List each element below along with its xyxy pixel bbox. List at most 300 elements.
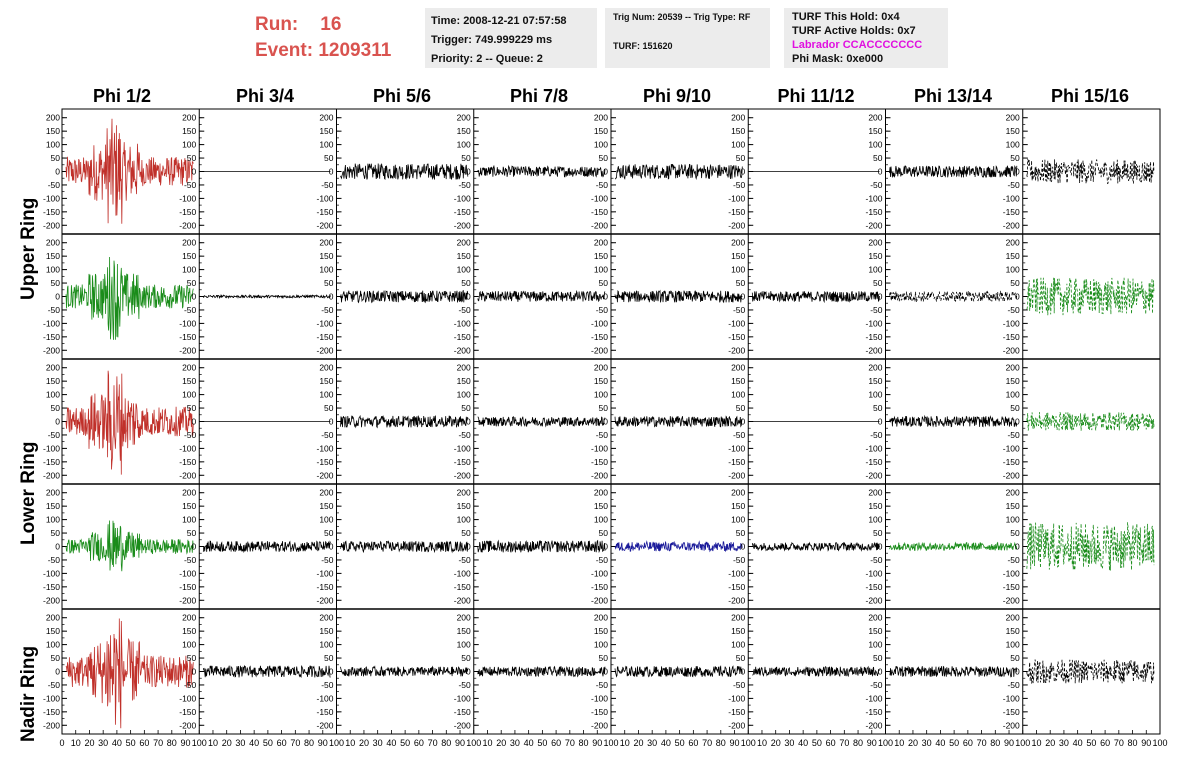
y-tick-label: -50: [47, 554, 60, 565]
y-tick-label: 0: [466, 666, 471, 677]
y-tick-label: 200: [868, 237, 883, 248]
y-tick-label: -200: [865, 220, 883, 231]
y-tick-label: 200: [731, 237, 746, 248]
y-tick-label: 200: [1005, 237, 1020, 248]
x-tick-label: 30: [1058, 738, 1069, 748]
y-tick-label: -200: [453, 470, 471, 481]
y-tick-label: 150: [456, 501, 471, 512]
y-tick-label: 0: [603, 416, 608, 427]
y-tick-label: -200: [1002, 720, 1020, 731]
y-tick-label: 100: [182, 264, 197, 275]
y-tick-label: 100: [182, 139, 197, 150]
x-tick-label: 30: [784, 738, 795, 748]
x-tick-label: 60: [1100, 738, 1111, 748]
waveform-4-1: [203, 666, 330, 678]
y-tick-label: -200: [728, 595, 746, 606]
y-tick-label: 50: [598, 528, 608, 539]
x-tick-label: 50: [1086, 738, 1097, 748]
y-tick-label: -50: [1007, 679, 1020, 690]
x-tick-label: 10: [1031, 738, 1042, 748]
y-tick-label: -50: [595, 554, 608, 565]
waveform-2-0: [66, 371, 193, 475]
y-tick-label: -100: [42, 193, 60, 204]
y-tick-label: -50: [47, 179, 60, 190]
y-tick-label: -150: [1002, 706, 1020, 717]
y-tick-label: -200: [728, 220, 746, 231]
y-tick-label: 0: [328, 166, 334, 177]
y-tick-label: 0: [877, 291, 883, 302]
y-tick-label: -200: [179, 470, 197, 481]
x-tick-label: 40: [523, 738, 534, 748]
y-tick-label: -150: [42, 581, 60, 592]
y-tick-label: 150: [1005, 376, 1020, 387]
y-tick-label: 150: [182, 251, 197, 262]
y-tick-label: -100: [453, 568, 471, 579]
y-tick-label: -100: [728, 568, 746, 579]
x-tick-label: 40: [386, 738, 397, 748]
y-tick-label: 50: [186, 528, 197, 539]
y-tick-label: 150: [868, 251, 883, 262]
y-tick-label: -100: [179, 693, 197, 704]
y-tick-label: -150: [316, 456, 334, 467]
y-tick-label: 0: [740, 291, 746, 302]
y-tick-label: -50: [1007, 304, 1020, 315]
x-tick-label: 60: [413, 738, 424, 748]
y-tick-label: 200: [45, 237, 60, 248]
y-tick-label: -50: [458, 679, 471, 690]
y-tick-label: 100: [182, 389, 197, 400]
y-tick-label: -50: [183, 429, 197, 440]
y-tick-label: 200: [45, 612, 60, 623]
y-tick-label: -50: [870, 179, 883, 190]
y-tick-label: 100: [319, 639, 334, 650]
x-tick-label: 60: [276, 738, 287, 748]
x-tick-label: 90: [592, 738, 603, 748]
y-tick-label: -100: [728, 693, 746, 704]
waveform-1-7: [1027, 278, 1154, 315]
waveform-4-3: [478, 667, 605, 677]
x-tick-label: 20: [358, 738, 369, 748]
y-tick-label: 150: [319, 251, 334, 262]
y-tick-label: 200: [731, 112, 746, 123]
y-tick-label: 0: [603, 291, 608, 302]
y-tick-label: 200: [319, 112, 334, 123]
y-tick-label: 150: [456, 376, 471, 387]
y-tick-label: -100: [179, 568, 197, 579]
y-tick-label: -150: [453, 581, 471, 592]
x-tick-label: 20: [770, 738, 781, 748]
phi-header-5: Phi 11/12: [777, 86, 855, 106]
ring-label-upper: Upper Ring: [18, 197, 39, 300]
waveform-3-7: [1027, 522, 1154, 570]
x-tick-label: 70: [1113, 738, 1124, 748]
y-tick-label: -100: [316, 318, 334, 329]
y-tick-label: 150: [1005, 626, 1020, 637]
y-tick-label: 100: [731, 139, 746, 150]
x-tick-label: 10: [345, 738, 356, 748]
y-tick-label: -150: [1002, 581, 1020, 592]
waveform-2-7: [1027, 412, 1154, 431]
waveform-4-4: [615, 666, 742, 677]
waveform-1-4: [615, 291, 742, 303]
waveform-3-4: [615, 542, 742, 552]
y-tick-label: -50: [183, 179, 197, 190]
y-tick-label: 50: [1010, 528, 1020, 539]
y-tick-label: 150: [593, 126, 608, 137]
y-tick-label: 100: [182, 514, 197, 525]
y-tick-label: 100: [456, 139, 471, 150]
y-tick-label: 200: [1005, 612, 1020, 623]
y-tick-label: -200: [316, 345, 334, 356]
y-tick-label: 100: [593, 639, 608, 650]
y-tick-label: -50: [183, 679, 197, 690]
x-tick-label: 100: [1152, 738, 1168, 748]
y-tick-label: 50: [461, 153, 471, 164]
y-tick-label: 50: [186, 278, 197, 289]
x-tick-label: 30: [235, 738, 246, 748]
y-tick-label: -50: [321, 304, 334, 315]
x-tick-label: 50: [949, 738, 960, 748]
trigger-text: Trigger: 749.999229 ms: [431, 34, 553, 46]
y-tick-label: -100: [590, 193, 608, 204]
y-tick-label: 100: [868, 514, 883, 525]
y-tick-label: 200: [182, 237, 197, 248]
x-tick-label: 60: [825, 738, 836, 748]
phi-mask-text: Phi Mask: 0xe000: [792, 53, 884, 65]
y-tick-label: 100: [1005, 514, 1020, 525]
y-tick-label: 50: [735, 153, 746, 164]
y-tick-label: 150: [593, 376, 608, 387]
y-tick-label: 100: [45, 639, 60, 650]
y-tick-label: -150: [453, 456, 471, 467]
y-tick-label: -150: [42, 206, 60, 217]
waveform-2-4: [615, 416, 742, 427]
y-tick-label: 50: [735, 653, 746, 664]
y-tick-label: -200: [453, 220, 471, 231]
y-tick-label: 200: [456, 487, 471, 498]
x-tick-label: 100: [328, 738, 345, 748]
x-tick-label: 40: [1072, 738, 1083, 748]
x-tick-label: 80: [578, 738, 589, 748]
y-tick-label: 150: [182, 126, 197, 137]
y-tick-label: -50: [458, 429, 471, 440]
y-tick-label: -200: [728, 720, 746, 731]
y-tick-label: -200: [316, 470, 334, 481]
y-tick-label: 150: [182, 501, 197, 512]
y-tick-label: 150: [456, 251, 471, 262]
y-tick-label: 50: [50, 653, 60, 664]
y-tick-label: 0: [877, 541, 883, 552]
y-tick-label: 150: [868, 501, 883, 512]
y-tick-label: 150: [45, 126, 60, 137]
phi-header-7: Phi 15/16: [1050, 86, 1130, 106]
y-tick-label: -150: [865, 206, 883, 217]
y-tick-label: -150: [590, 706, 608, 717]
x-tick-label: 90: [180, 738, 191, 748]
y-tick-label: -150: [179, 206, 197, 217]
y-tick-label: 200: [731, 612, 746, 623]
x-tick-label: 40: [935, 738, 946, 748]
ring-label-lower: Lower Ring: [18, 441, 39, 545]
y-tick-label: -100: [865, 568, 883, 579]
y-tick-label: 150: [182, 376, 197, 387]
y-tick-label: -50: [595, 304, 608, 315]
y-tick-label: -50: [595, 429, 608, 440]
y-tick-label: -150: [728, 331, 746, 342]
y-tick-label: -200: [42, 345, 60, 356]
x-tick-label: 10: [894, 738, 905, 748]
y-tick-label: 200: [456, 612, 471, 623]
y-tick-label: -150: [728, 206, 746, 217]
y-tick-label: 100: [731, 639, 746, 650]
y-tick-label: 0: [466, 166, 471, 177]
y-tick-label: -50: [732, 554, 746, 565]
y-tick-label: 200: [593, 487, 608, 498]
y-tick-label: 200: [182, 487, 197, 498]
waveform-3-1: [203, 541, 330, 552]
y-tick-label: 0: [55, 666, 60, 677]
y-tick-label: -50: [1007, 429, 1020, 440]
y-tick-label: -150: [179, 581, 197, 592]
y-tick-label: -150: [316, 206, 334, 217]
waveform-0-2: [341, 164, 468, 180]
y-tick-label: -200: [1002, 220, 1020, 231]
y-tick-label: 0: [191, 291, 197, 302]
y-tick-label: -200: [590, 345, 608, 356]
y-tick-label: -50: [870, 679, 883, 690]
y-tick-label: 50: [324, 528, 334, 539]
y-tick-label: 200: [182, 112, 197, 123]
y-tick-label: -200: [453, 345, 471, 356]
y-tick-label: -100: [590, 318, 608, 329]
y-tick-label: 0: [191, 541, 197, 552]
y-tick-label: 100: [456, 639, 471, 650]
y-tick-label: -100: [865, 193, 883, 204]
y-tick-label: -100: [316, 568, 334, 579]
event-label: Event:: [255, 40, 314, 61]
y-tick-label: -200: [316, 720, 334, 731]
y-tick-label: 100: [731, 514, 746, 525]
y-tick-label: 0: [877, 666, 883, 677]
y-tick-label: 200: [593, 112, 608, 123]
y-tick-label: 50: [873, 153, 883, 164]
y-tick-label: -150: [316, 581, 334, 592]
y-tick-label: 200: [868, 112, 883, 123]
y-tick-label: 0: [1015, 416, 1020, 427]
y-tick-label: 100: [593, 514, 608, 525]
y-tick-label: -100: [179, 193, 197, 204]
waveform-2-3: [478, 417, 605, 427]
y-tick-label: 100: [45, 264, 60, 275]
x-tick-label: 20: [221, 738, 232, 748]
x-tick-label: 60: [688, 738, 699, 748]
y-tick-label: -50: [183, 554, 197, 565]
y-tick-label: -150: [42, 706, 60, 717]
y-tick-label: 100: [456, 389, 471, 400]
y-tick-label: 0: [740, 541, 746, 552]
y-tick-label: 200: [731, 487, 746, 498]
y-tick-label: -200: [590, 720, 608, 731]
x-tick-label: 80: [441, 738, 452, 748]
x-tick-label: 90: [729, 738, 740, 748]
y-tick-label: 200: [319, 362, 334, 373]
waveform-0-4: [615, 164, 742, 179]
y-tick-label: -200: [865, 720, 883, 731]
y-tick-label: 200: [456, 237, 471, 248]
y-tick-label: 0: [877, 416, 883, 427]
y-tick-label: 50: [324, 653, 334, 664]
x-tick-label: 100: [1015, 738, 1031, 748]
y-tick-label: -200: [865, 595, 883, 606]
phi-header-4: Phi 9/10: [642, 86, 712, 106]
y-tick-label: 100: [593, 139, 608, 150]
y-tick-label: 50: [186, 403, 197, 414]
y-tick-label: -50: [732, 679, 746, 690]
y-tick-label: 0: [1015, 541, 1020, 552]
time-text: Time: 2008-12-21 07:57:58: [431, 15, 567, 27]
y-tick-label: 200: [868, 612, 883, 623]
y-tick-label: -50: [458, 554, 471, 565]
x-tick-label: 40: [660, 738, 671, 748]
x-tick-label: 80: [990, 738, 1001, 748]
y-tick-label: -50: [321, 554, 334, 565]
y-tick-label: 150: [868, 376, 883, 387]
y-tick-label: -50: [458, 179, 471, 190]
waveform-2-2: [341, 416, 468, 428]
y-tick-label: 50: [735, 278, 746, 289]
y-tick-label: 150: [731, 626, 746, 637]
y-tick-label: -50: [47, 429, 60, 440]
x-tick-label: 70: [976, 738, 987, 748]
turf-text: TURF: 151620: [613, 41, 673, 51]
x-tick-label: 90: [866, 738, 877, 748]
y-tick-label: -150: [1002, 331, 1020, 342]
x-tick-label: 20: [633, 738, 644, 748]
y-tick-label: 200: [593, 237, 608, 248]
waveform-0-6: [890, 166, 1017, 178]
turf-hold-text: TURF This Hold: 0x4: [792, 11, 900, 23]
y-tick-label: 200: [319, 487, 334, 498]
y-tick-label: -200: [179, 595, 197, 606]
y-tick-label: 200: [593, 362, 608, 373]
y-tick-label: 150: [593, 251, 608, 262]
y-tick-label: -50: [870, 429, 883, 440]
y-tick-label: -50: [1007, 179, 1020, 190]
y-tick-label: -50: [870, 304, 883, 315]
y-tick-label: 50: [186, 653, 197, 664]
x-tick-label: 10: [482, 738, 493, 748]
y-tick-label: 50: [598, 153, 608, 164]
y-tick-label: -100: [865, 443, 883, 454]
x-tick-label: 0: [59, 738, 65, 748]
y-tick-label: 0: [328, 666, 334, 677]
y-tick-label: 100: [868, 639, 883, 650]
y-tick-label: -200: [590, 220, 608, 231]
y-tick-label: 200: [45, 112, 60, 123]
x-tick-label: 90: [455, 738, 466, 748]
x-tick-label: 10: [207, 738, 218, 748]
y-tick-label: -150: [590, 206, 608, 217]
y-tick-label: 200: [868, 362, 883, 373]
phi-header-6: Phi 13/14: [913, 86, 993, 106]
y-tick-label: -50: [458, 304, 471, 315]
waveform-4-0: [66, 619, 193, 729]
y-tick-label: -200: [453, 720, 471, 731]
y-tick-label: -200: [42, 720, 60, 731]
event-value: 1209311: [318, 40, 392, 61]
y-tick-label: -150: [1002, 206, 1020, 217]
y-tick-label: -100: [453, 193, 471, 204]
trig-num-text: Trig Num: 20539 -- Trig Type: RF: [613, 12, 751, 22]
y-tick-label: 0: [328, 416, 334, 427]
y-tick-label: 50: [873, 278, 883, 289]
y-tick-label: 0: [740, 666, 746, 677]
y-tick-label: 50: [50, 278, 60, 289]
y-tick-label: 50: [461, 403, 471, 414]
y-tick-label: -200: [179, 345, 197, 356]
y-tick-label: 0: [877, 166, 883, 177]
y-tick-label: -200: [865, 345, 883, 356]
y-tick-label: -200: [1002, 345, 1020, 356]
y-tick-label: -150: [453, 331, 471, 342]
y-tick-label: 0: [55, 416, 60, 427]
y-tick-label: -100: [728, 193, 746, 204]
y-tick-label: 0: [191, 666, 197, 677]
y-tick-label: 100: [868, 389, 883, 400]
y-tick-label: -150: [42, 331, 60, 342]
y-tick-label: -50: [732, 429, 746, 440]
y-tick-label: -100: [728, 318, 746, 329]
x-tick-label: 80: [166, 738, 177, 748]
y-tick-label: 200: [456, 112, 471, 123]
y-tick-label: -100: [42, 318, 60, 329]
y-tick-label: 100: [1005, 389, 1020, 400]
y-tick-label: -150: [728, 706, 746, 717]
waveform-3-6: [890, 543, 1017, 551]
run-value: 16: [320, 14, 342, 35]
y-tick-label: 100: [1005, 139, 1020, 150]
y-tick-label: 50: [1010, 403, 1020, 414]
y-tick-label: 150: [45, 251, 60, 262]
y-tick-label: -150: [179, 706, 197, 717]
y-tick-label: -100: [179, 318, 197, 329]
x-tick-label: 90: [317, 738, 328, 748]
y-tick-label: -150: [179, 456, 197, 467]
x-tick-label: 50: [811, 738, 822, 748]
y-tick-label: -100: [1002, 443, 1020, 454]
y-tick-label: -100: [316, 693, 334, 704]
priority-text: Priority: 2 -- Queue: 2: [431, 53, 543, 65]
waveform-0-7: [1027, 159, 1154, 183]
y-tick-label: -50: [595, 179, 608, 190]
y-tick-label: 0: [191, 166, 197, 177]
y-tick-label: 150: [319, 126, 334, 137]
y-tick-label: -50: [321, 679, 334, 690]
y-tick-label: 50: [50, 403, 60, 414]
y-tick-label: -200: [179, 720, 197, 731]
y-tick-label: 150: [593, 626, 608, 637]
y-tick-label: 50: [598, 278, 608, 289]
x-tick-label: 30: [372, 738, 383, 748]
y-tick-label: 200: [319, 612, 334, 623]
y-tick-label: -50: [47, 304, 60, 315]
y-tick-label: 0: [740, 416, 746, 427]
x-tick-label: 10: [756, 738, 767, 748]
y-tick-label: 200: [319, 237, 334, 248]
y-tick-label: 200: [1005, 362, 1020, 373]
y-tick-label: 100: [1005, 264, 1020, 275]
y-tick-label: 150: [319, 376, 334, 387]
